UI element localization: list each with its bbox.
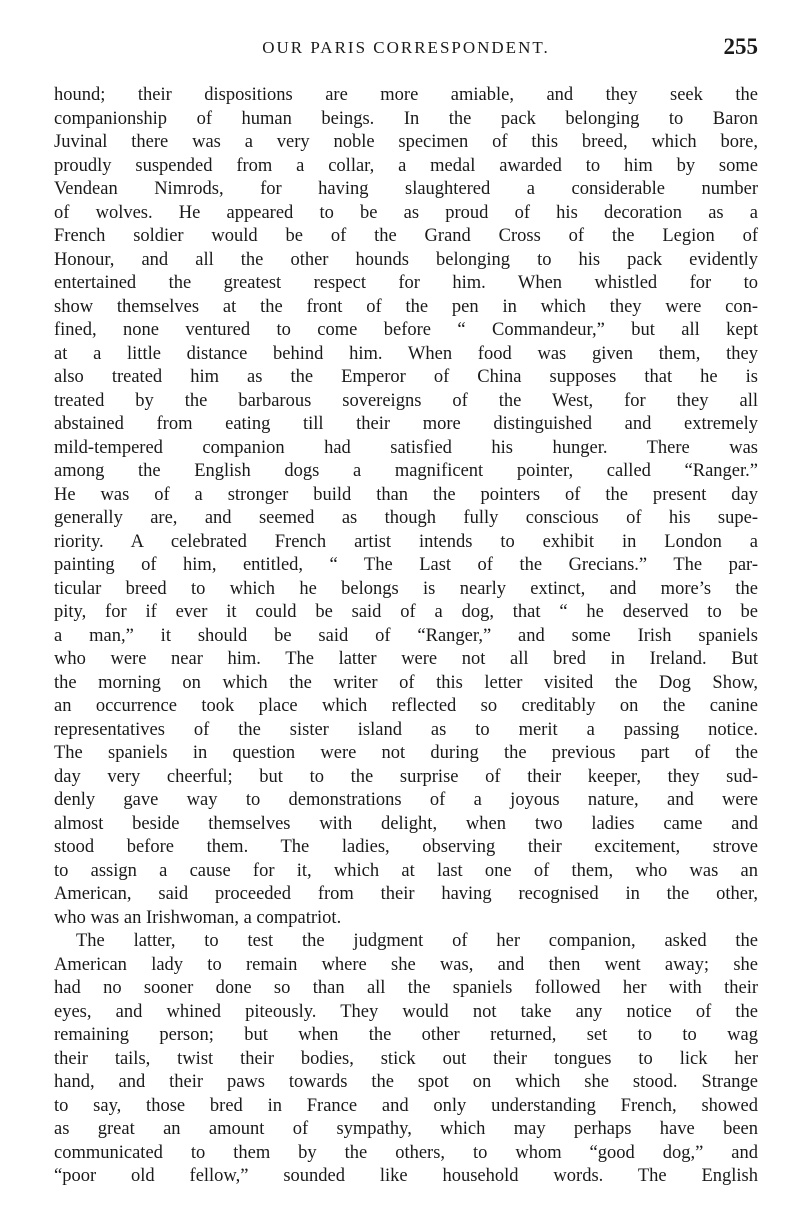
text-line: riority. A celebrated French artist intends to exhibit in London a — [54, 531, 758, 552]
text-line: representatives of the sister island as to merit a passing notice. — [54, 719, 758, 740]
paragraph-end-line: who was an Irishwoman, a compatriot. — [54, 907, 342, 928]
text-line: entertained the greatest respect for him. When whistled for to — [54, 273, 758, 293]
text-line: communicated to them by the others, to whom “good dog,” and — [54, 1142, 758, 1163]
text-line: proudly suspended from a collar, a medal awarded to him by some — [54, 155, 758, 176]
text-line: ticular breed to which he belongs is nearly extinct, and more’s the — [54, 578, 758, 599]
text-line: abstained from eating till their more distinguished and extremely — [54, 414, 758, 434]
text-line: pity, for if ever it could be said of a dog, that “ he deserved to be — [54, 602, 758, 622]
text-line: companionship of human beings. In the pack belonging to Baron — [54, 108, 758, 129]
text-line: stood before them. The ladies, observing their excitement, strove — [54, 837, 758, 857]
text-line: fined, none ventured to come before “ Commandeur,” but all kept — [54, 320, 758, 340]
text-line: almost beside themselves with delight, when two ladies came and — [54, 813, 758, 834]
text-line: American lady to remain where she was, and then went away; she — [54, 954, 758, 975]
text-line: among the English dogs a magnificent pointer, called “Ranger.” — [54, 461, 758, 481]
body-text — [54, 84, 758, 1189]
text-line: He was of a stronger build than the pointers of the present day — [54, 484, 758, 505]
text-line: had no sooner done so than all the spaniels followed her with their — [54, 978, 758, 998]
text-line: as great an amount of sympathy, which may perhaps have been — [54, 1119, 758, 1139]
text-line: show themselves at the front of the pen in which they were con- — [54, 296, 758, 317]
text-line: an occurrence took place which reflected so creditably on the canine — [54, 696, 758, 716]
running-title: OUR PARIS CORRESPONDENT. — [262, 38, 550, 57]
page-number: 255 — [723, 34, 758, 59]
text-line: “poor old fellow,” sounded like household words. The English — [54, 1166, 758, 1186]
text-line: French soldier would be of the Grand Cross of the Legion of — [54, 226, 758, 246]
text-line: hound; their dispositions are more amiable, and they seek the — [54, 85, 758, 105]
text-line: hand, and their paws towards the spot on which she stood. Strange — [54, 1072, 758, 1092]
text-line: treated by the barbarous sovereigns of the West, for they all — [54, 390, 758, 411]
text-line: Honour, and all the other hounds belonging to his pack evidently — [54, 249, 758, 270]
text-line: The spaniels in question were not during the previous part of the — [54, 743, 758, 763]
text-line: at a little distance behind him. When food was given them, they — [54, 343, 758, 364]
text-line: Vendean Nimrods, for having slaughtered a considerable number — [54, 179, 758, 199]
text-line: mild-tempered companion had satisfied his hunger. There was — [54, 437, 758, 458]
text-line: to assign a cause for it, which at last one of them, who was an — [54, 860, 758, 881]
text-line: who were near him. The latter were not all bred in Ireland. But — [54, 649, 758, 669]
text-line: also treated him as the Emperor of China supposes that he is — [54, 367, 758, 387]
text-line: their tails, twist their bodies, stick out their tongues to lick her — [54, 1048, 758, 1069]
text-line: the morning on which the writer of this letter visited the Dog Show, — [54, 672, 758, 693]
text-line: denly gave way to demonstrations of a joyous nature, and were — [54, 790, 758, 810]
text-line: day very cheerful; but to the surprise of their keeper, they sud- — [54, 766, 758, 787]
paragraph-start-line: The latter, to test the judgment of her companion, asked the — [76, 931, 758, 951]
text-line: Juvinal there was a very noble specimen of this breed, which bore, — [54, 132, 758, 152]
text-line: of wolves. He appeared to be as proud of his decoration as a — [54, 202, 758, 223]
text-line: eyes, and whined piteously. They would not take any notice of the — [54, 1001, 758, 1022]
text-line: American, said proceeded from their having recognised in the other, — [54, 884, 758, 904]
text-line: painting of him, entitled, “ The Last of the Grecians.” The par- — [54, 555, 758, 575]
text-line: to say, those bred in France and only understanding French, showed — [54, 1095, 758, 1116]
text-line: a man,” it should be said of “Ranger,” and some Irish spaniels — [54, 625, 758, 646]
running-header — [54, 34, 758, 64]
text-line: remaining person; but when the other returned, set to to wag — [54, 1025, 758, 1045]
text-line: generally are, and seemed as though fully conscious of his supe- — [54, 508, 758, 528]
